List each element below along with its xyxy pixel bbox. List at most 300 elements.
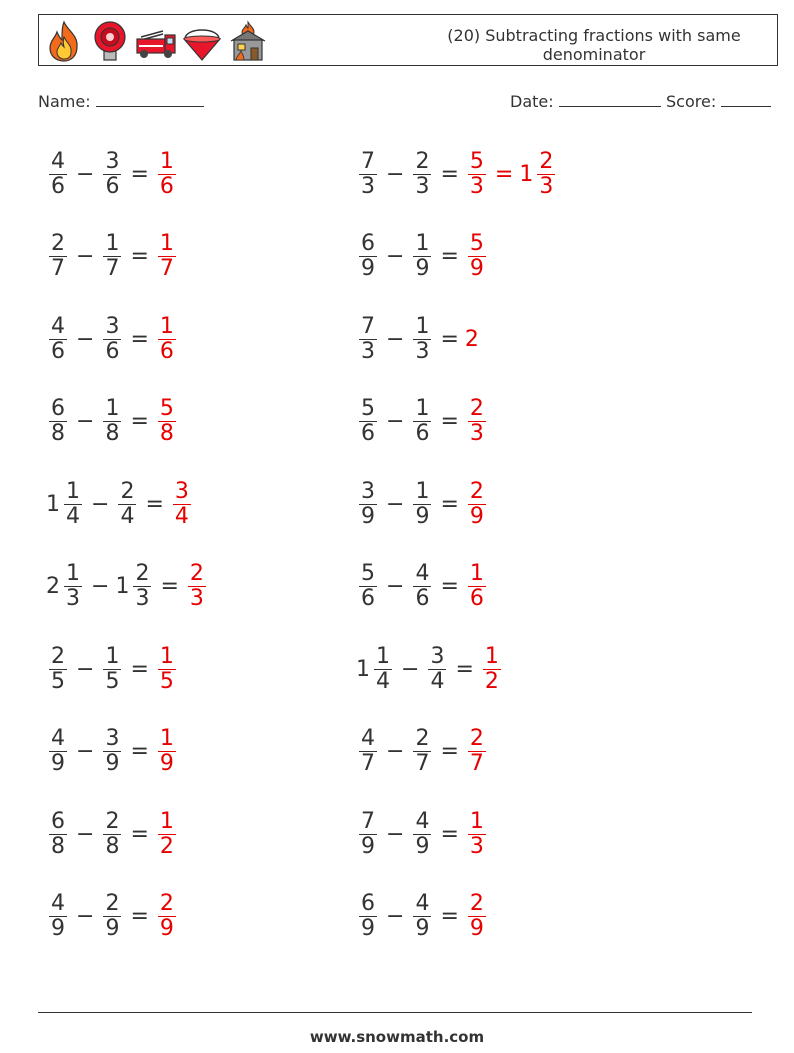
subtrahend-numerator: 3 [105,313,120,339]
worksheet-title: (20) Subtracting fractions with same denominator [447,26,741,64]
name-blank[interactable] [96,92,204,107]
subtrahend-numerator: 3 [430,643,445,669]
worksheet-header [38,14,778,66]
problem-13 [46,634,179,704]
answer-numerator: 2 [469,891,484,916]
subtrahend-numerator: 1 [415,231,430,256]
answer-fraction [468,150,486,199]
problem-1 [46,139,179,209]
minuend-denominator: 3 [361,173,375,199]
minuend-denominator: 9 [361,833,375,859]
minuend-fraction [359,892,377,941]
answer [465,327,480,352]
subtrahend-fraction [103,810,121,859]
answer-number [155,232,179,281]
subtrahend-numerator: 1 [105,643,120,669]
minuend-number [356,397,380,446]
answer [465,727,489,776]
minuend-numerator: 7 [361,313,375,339]
subtrahend-fraction [103,892,121,941]
subtrahend-fraction [103,727,121,776]
problem-2 [356,139,558,209]
answer-numerator: 1 [159,808,174,834]
minuend-denominator: 9 [361,503,375,529]
answer-fraction [158,150,176,199]
subtrahend-denominator: 7 [105,256,120,281]
subtrahend-denominator: 6 [415,421,430,446]
minuend-denominator: 5 [51,668,65,694]
score-blank[interactable] [721,92,771,107]
answer-number [155,150,179,199]
answer [465,232,489,281]
minus-sign: − [401,656,420,682]
answer-denominator: 7 [469,751,484,776]
subtrahend-numerator: 1 [415,478,430,504]
minuend-numerator: 2 [51,643,65,669]
answer-fraction [468,562,486,611]
subtrahend-numerator: 1 [105,231,120,256]
minuend-number [356,562,380,611]
answer-denominator: 7 [159,256,174,281]
minuend-numerator: 7 [361,808,375,834]
minuend-numerator: 7 [361,148,375,174]
subtrahend-number [425,645,449,694]
problem-20 [356,882,489,952]
minuend-fraction [49,727,67,776]
minuend-number [46,150,70,199]
answer [465,810,489,859]
problem-10 [356,469,489,539]
minuend-denominator: 9 [361,916,375,941]
minuend-fraction [374,645,392,694]
answer-numerator: 1 [484,643,499,669]
subtrahend-fraction [413,810,431,859]
equals-sign: = [130,904,149,929]
answer-numerator: 2 [469,396,484,421]
minuend-denominator: 6 [361,421,375,446]
subtrahend-denominator: 6 [415,586,430,611]
answer-number [155,645,179,694]
problem-8 [356,387,489,457]
answer-numerator: 1 [159,148,174,174]
answer-fraction [468,232,486,281]
answer-number [465,562,489,611]
answer-number [155,892,179,941]
subtrahend-number [100,150,124,199]
answer-numerator: 1 [159,643,174,669]
answer-fraction [468,397,486,446]
minus-sign: − [386,326,405,352]
minuend-numerator: 6 [51,808,65,834]
minuend-fraction [359,150,377,199]
footer-divider [38,1012,752,1013]
minuend-numerator: 6 [361,231,375,256]
answer [155,892,179,941]
answer-number [185,562,209,611]
answer [155,150,179,199]
answer-fraction [158,315,176,364]
equals-sign: = [130,326,149,352]
problem-17 [46,799,179,869]
subtrahend-number [100,232,124,281]
answer-denominator: 9 [159,751,174,776]
subtrahend-denominator: 4 [430,668,445,694]
minuend-fraction [49,892,67,941]
subtrahend-fraction [118,480,136,529]
equals-sign: = [130,244,149,269]
minus-sign: − [76,821,95,847]
answer-denominator: 2 [159,833,174,859]
subtrahend-denominator: 9 [415,503,430,529]
footer-url[interactable]: www.snowmath.com [309,1028,485,1046]
answer-numerator: 2 [469,726,484,751]
answer-whole: 2 [464,326,479,352]
subtrahend-denominator: 9 [415,256,430,281]
subtrahend-denominator: 4 [120,503,135,529]
minuend-denominator: 8 [51,833,65,859]
problem-12 [356,552,489,622]
subtrahend-numerator: 4 [415,561,430,586]
answer [155,315,179,364]
minuend-fraction [359,727,377,776]
subtrahend-numerator: 2 [120,478,135,504]
date-blank[interactable] [559,92,661,107]
subtrahend-number [100,810,124,859]
subtrahend-numerator: 4 [415,808,430,834]
equals-sign: = [145,491,164,517]
minuend-denominator: 6 [51,338,65,364]
subtrahend-denominator: 9 [105,916,120,941]
minuend-numerator: 6 [361,891,375,916]
answer-number [155,727,179,776]
minuend-number [46,562,85,611]
answer-denominator: 3 [469,833,484,859]
answer-number [465,727,489,776]
problem-9 [46,469,194,539]
answer-fraction [173,480,191,529]
answer-numerator: 5 [159,396,174,421]
answer-number [155,315,179,364]
minuend-number [46,232,70,281]
equals-sign: = [130,161,149,187]
minuend-numerator: 1 [66,478,80,504]
answer-number [465,892,489,941]
subtrahend-fraction [413,397,431,446]
equals-sign: = [440,409,459,434]
equals-sign: = [455,656,474,682]
answer-fraction [468,727,486,776]
minuend-fraction [64,480,82,529]
minuend-number [356,892,380,941]
equals-sign: = [440,244,459,269]
minuend-denominator: 7 [361,751,375,776]
subtrahend-fraction [103,232,121,281]
date-label: Date: [510,92,554,111]
answer [155,810,179,859]
minuend-fraction [49,232,67,281]
minus-sign: − [386,491,405,517]
minuend-fraction [359,397,377,446]
answer-fraction [158,892,176,941]
subtrahend-fraction [103,315,121,364]
equals-sign: = [160,574,179,599]
answer-mixed-numerator: 2 [539,148,554,174]
subtrahend-denominator: 5 [105,668,120,694]
fire-icon [43,19,85,63]
answer-number [155,810,179,859]
answer-numerator: 1 [469,561,484,586]
equals-sign: = [440,161,459,187]
problem-19 [46,882,179,952]
problem-7 [46,387,179,457]
minuend-fraction [49,645,67,694]
answer-denominator: 9 [469,256,484,281]
fire-alarm-icon [89,19,131,63]
answer-fraction [188,562,206,611]
subtrahend-number [115,480,139,529]
subtrahend-denominator: 8 [105,421,120,446]
answer-number [480,645,504,694]
subtrahend-denominator: 8 [105,833,120,859]
minuend-fraction [359,562,377,611]
subtrahend-fraction [413,150,431,199]
subtrahend-number [100,397,124,446]
minuend-numerator: 4 [51,726,65,751]
answer-denominator: 9 [469,503,484,529]
minus-sign: − [76,326,95,352]
subtrahend-number [410,397,434,446]
answer-mixed-denominator: 3 [539,173,554,199]
answer-denominator: 3 [469,173,484,199]
subtrahend-number [100,645,124,694]
subtrahend-number [410,480,434,529]
minuend-fraction [49,810,67,859]
equals-sign: = [440,904,459,929]
subtrahend-number [115,562,154,611]
minuend-denominator: 6 [361,586,375,611]
subtrahend-denominator: 3 [415,338,430,364]
minus-sign: − [386,904,405,929]
minuend-fraction [359,480,377,529]
subtrahend-fraction [413,315,431,364]
answer-fraction [158,727,176,776]
minuend-whole: 1 [356,656,370,682]
minuend-number [356,315,380,364]
answer-numerator: 1 [469,808,484,834]
answer-number [465,480,489,529]
answer [465,480,489,529]
subtrahend-fraction [413,892,431,941]
subtrahend-fraction [103,397,121,446]
problem-16 [356,717,489,787]
answer-numerator: 2 [189,561,204,586]
subtrahend-fraction [413,232,431,281]
answer-number [465,327,480,352]
minus-sign: − [386,244,405,269]
minus-sign: − [386,739,405,764]
answer-number [155,397,179,446]
equals-sign: = [130,656,149,682]
subtrahend-numerator: 2 [415,726,430,751]
minus-sign: − [386,409,405,434]
subtrahend-numerator: 1 [415,396,430,421]
subtrahend-number [100,315,124,364]
minuend-fraction [49,397,67,446]
answer-numerator: 3 [174,478,189,504]
minuend-number [356,810,380,859]
answer-numerator: 5 [469,148,484,174]
minuend-number [356,727,380,776]
answer [465,150,558,199]
problem-6 [356,304,480,374]
minuend-number [356,150,380,199]
answer-denominator: 6 [159,173,174,199]
answer-denominator: 2 [484,668,499,694]
minuend-numerator: 6 [51,396,65,421]
subtrahend-numerator: 1 [415,313,430,339]
answer-denominator: 6 [469,586,484,611]
minus-sign: − [386,821,405,847]
minuend-number [46,645,70,694]
minuend-numerator: 4 [361,726,375,751]
answer [155,232,179,281]
answer-number [170,480,194,529]
minus-sign: − [76,739,95,764]
answer-denominator: 3 [469,421,484,446]
minuend-denominator: 9 [51,916,65,941]
problem-4 [356,222,489,292]
subtrahend-number [410,315,434,364]
answer-numerator: 2 [159,891,174,916]
minus-sign: − [76,409,95,434]
problem-15 [46,717,179,787]
minuend-fraction [359,232,377,281]
answer-mixed-fraction [537,150,555,199]
answer [480,645,504,694]
minuend-numerator: 3 [361,478,375,504]
subtrahend-fraction [133,562,151,611]
answer-number [465,397,489,446]
problem-11 [46,552,209,622]
subtrahend-denominator: 3 [135,586,150,611]
minuend-number [46,397,70,446]
minuend-fraction [359,810,377,859]
minus-sign: − [386,161,405,187]
minuend-number [46,892,70,941]
answer-number [465,232,489,281]
minuend-fraction [49,315,67,364]
minuend-number [356,645,395,694]
minuend-denominator: 3 [361,338,375,364]
minuend-denominator: 3 [66,586,80,611]
subtrahend-numerator: 2 [135,561,150,586]
minuend-numerator: 4 [51,313,65,339]
minuend-number [356,232,380,281]
answer-mixed-number [519,150,558,199]
minuend-denominator: 7 [51,256,65,281]
minuend-numerator: 1 [376,643,390,669]
minuend-denominator: 8 [51,421,65,446]
answer-fraction [158,232,176,281]
subtrahend-fraction [413,480,431,529]
answer-numerator: 1 [159,231,174,256]
minus-sign: − [91,574,110,599]
subtrahend-numerator: 3 [105,726,120,751]
subtrahend-fraction [413,727,431,776]
problem-18 [356,799,489,869]
answer-numerator: 2 [469,478,484,504]
minuend-whole: 1 [46,491,60,517]
subtrahend-denominator: 7 [415,751,430,776]
answer-denominator: 9 [469,916,484,941]
minuend-numerator: 2 [51,231,65,256]
answer-denominator: 5 [159,668,174,694]
answer-mixed-whole: 1 [519,161,534,187]
minus-sign: − [76,161,95,187]
answer [170,480,194,529]
equals-sign: = [130,821,149,847]
equals-sign: = [440,326,459,352]
answer-number [465,810,489,859]
subtrahend-denominator: 6 [105,173,120,199]
minuend-denominator: 9 [51,751,65,776]
subtrahend-denominator: 9 [415,916,430,941]
answer-denominator: 3 [189,586,204,611]
answer [185,562,209,611]
answer-equals-sign: = [494,161,514,187]
minus-sign: − [76,656,95,682]
answer [465,562,489,611]
answer-denominator: 6 [159,338,174,364]
answer-denominator: 8 [159,421,174,446]
subtrahend-denominator: 6 [105,338,120,364]
equals-sign: = [440,491,459,517]
minuend-denominator: 4 [66,503,80,529]
subtrahend-number [410,892,434,941]
minuend-fraction [49,150,67,199]
minus-sign: − [386,574,405,599]
name-field [38,92,204,111]
answer-fraction [483,645,501,694]
answer-numerator: 1 [159,726,174,751]
answer [155,645,179,694]
subtrahend-fraction [103,645,121,694]
answer [465,892,489,941]
minuend-numerator: 5 [361,396,375,421]
equals-sign: = [440,574,459,599]
minuend-denominator: 6 [51,173,65,199]
subtrahend-number [410,232,434,281]
minuend-numerator: 1 [66,561,80,586]
subtrahend-number [100,892,124,941]
answer-fraction [468,892,486,941]
subtrahend-denominator: 9 [105,751,120,776]
answer-number [465,150,489,199]
score-label: Score: [666,92,717,111]
problem-14 [356,634,504,704]
subtrahend-number [410,727,434,776]
subtrahend-number [410,562,434,611]
problem-3 [46,222,179,292]
minus-sign: − [76,904,95,929]
subtrahend-numerator: 4 [415,891,430,916]
subtrahend-number [410,150,434,199]
problem-5 [46,304,179,374]
subtrahend-numerator: 2 [415,148,430,174]
minuend-number [46,727,70,776]
subtrahend-number [100,727,124,776]
answer-fraction [158,810,176,859]
